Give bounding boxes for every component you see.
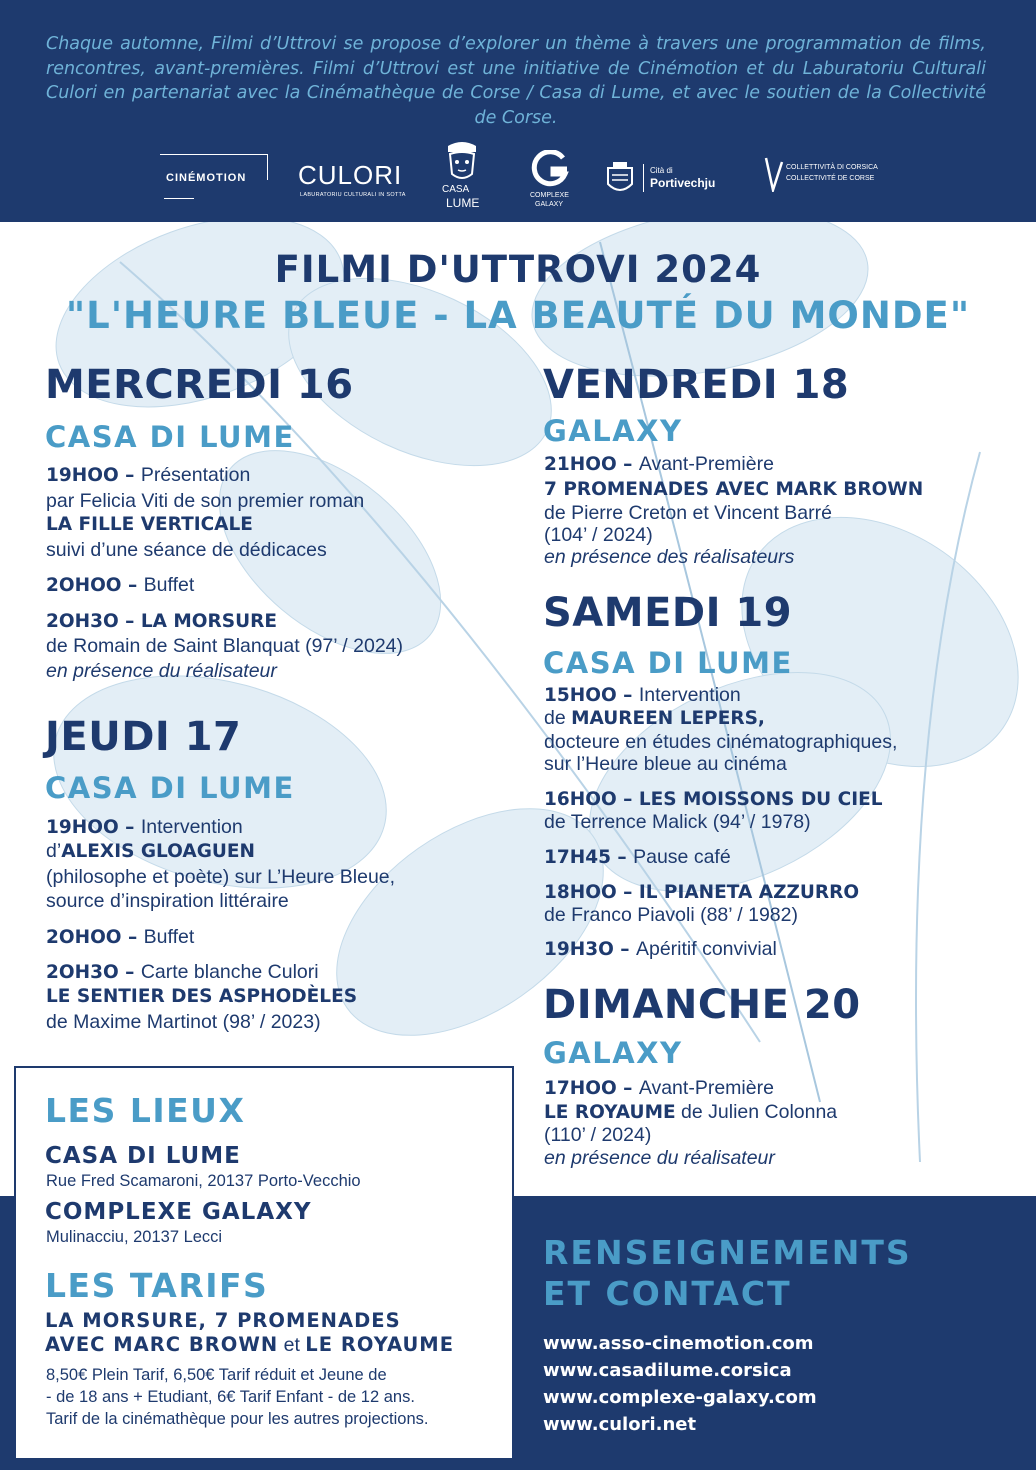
corsica-v-icon xyxy=(764,156,784,192)
day-heading-dimanche: DIMANCHE 20 xyxy=(543,982,861,1028)
event-line: 2OHOO – Buffet xyxy=(46,926,195,948)
website-link[interactable]: www.casadilume.corsica xyxy=(543,1360,792,1381)
price-line: - de 18 ans + Etudiant, 6€ Tarif Enfant - de 12 ans. xyxy=(46,1388,415,1406)
website-link[interactable]: www.culori.net xyxy=(543,1414,697,1435)
venue-jeudi: CASA DI LUME xyxy=(45,771,295,805)
contact-heading: ET CONTACT xyxy=(543,1274,792,1313)
venue-samedi: CASA DI LUME xyxy=(543,646,793,680)
portivechju-crest-icon xyxy=(605,162,635,198)
event-line: suivi d’une séance de dédicaces xyxy=(46,539,327,561)
event-line: 18HOO – IL PIANETA AZZURRO xyxy=(544,882,860,903)
venue-address: Mulinacciu, 20137 Lecci xyxy=(46,1228,223,1246)
film-title: LA FILLE VERTICALE xyxy=(46,514,253,535)
event-line: de Maxime Martinot (98’ / 2023) xyxy=(46,1011,321,1033)
festival-title: FILMI D'UTTROVI 2024 xyxy=(274,248,762,291)
event-line: de Pierre Creton et Vincent Barré xyxy=(544,502,832,524)
day-heading-samedi: SAMEDI 19 xyxy=(543,590,793,636)
film-title: 7 PROMENADES AVEC MARK BROWN xyxy=(544,479,924,500)
price-line: 8,50€ Plein Tarif, 6,50€ Tarif réduit et Jeune de xyxy=(46,1366,387,1384)
prices-heading: LES TARIFS xyxy=(45,1266,269,1305)
venue-address: Rue Fred Scamaroni, 20137 Porto-Vecchio xyxy=(46,1172,361,1190)
event-line: 2OH3O – LA MORSURE xyxy=(46,611,277,632)
event-line: 19HOO – Intervention xyxy=(46,816,243,838)
venue-dimanche: GALAXY xyxy=(543,1036,683,1070)
event-line: de Franco Piavoli (88’ / 1982) xyxy=(544,904,798,926)
partner-logos xyxy=(150,140,880,215)
event-line: 21HOO – Avant-Première xyxy=(544,453,774,475)
prices-films: AVEC MARC BROWN et LE ROYAUME xyxy=(45,1333,455,1356)
website-link[interactable]: www.complexe-galaxy.com xyxy=(543,1387,817,1408)
event-line: 19HOO – Présentation xyxy=(46,464,251,486)
venue-name: CASA DI LUME xyxy=(45,1143,241,1169)
event-line: 17HOO – Avant-Première xyxy=(544,1077,774,1099)
event-line: source d’inspiration littéraire xyxy=(46,890,289,912)
portivechju-logo: Cità di Portivechju xyxy=(605,162,745,202)
event-line: (110’ / 2024) xyxy=(544,1124,652,1146)
website-link[interactable]: www.asso-cinemotion.com xyxy=(543,1333,814,1354)
casa-di-lume-logo: CASA LUME xyxy=(440,140,484,212)
event-line: de MAUREEN LEPERS, xyxy=(544,707,765,729)
event-line: 17H45 – Pause café xyxy=(544,846,731,868)
casa-face-icon xyxy=(440,140,484,184)
event-line: (104’ / 2024) xyxy=(544,524,653,546)
event-line: en présence du réalisateur xyxy=(544,1147,775,1169)
galaxy-g-icon xyxy=(531,150,571,190)
event-line: de Romain de Saint Blanquat (97’ / 2024) xyxy=(46,635,404,657)
price-line: Tarif de la cinémathèque pour les autres projections. xyxy=(46,1410,429,1428)
venue-mercredi: CASA DI LUME xyxy=(45,420,295,454)
venue-name: COMPLEXE GALAXY xyxy=(45,1199,312,1225)
festival-theme: "L'HEURE BLEUE - LA BEAUTÉ DU MONDE" xyxy=(65,294,971,337)
day-heading-jeudi: JEUDI 17 xyxy=(45,714,242,760)
cinemotion-logo: CINÉMOTION xyxy=(160,158,270,198)
day-heading-mercredi: MERCREDI 16 xyxy=(45,362,354,408)
venues-heading: LES LIEUX xyxy=(45,1091,246,1130)
day-heading-vendredi: VENDREDI 18 xyxy=(543,362,850,408)
event-line: d’ALEXIS GLOAGUEN xyxy=(46,840,256,862)
event-line: en présence du réalisateur xyxy=(46,660,277,682)
event-line: 16HOO – LES MOISSONS DU CIEL xyxy=(544,789,883,810)
event-line: de Terrence Malick (94’ / 1978) xyxy=(544,811,811,833)
event-line: 19H3O – Apéritif convivial xyxy=(544,938,777,960)
venue-vendredi: GALAXY xyxy=(543,414,683,448)
event-line: LE ROYAUME de Julien Colonna xyxy=(544,1101,838,1123)
event-line: 2OHOO – Buffet xyxy=(46,574,195,596)
event-line: 15HOO – Intervention xyxy=(544,684,741,706)
contact-heading: RENSEIGNEMENTS xyxy=(543,1233,912,1272)
event-line: (philosophe et poète) sur L’Heure Bleue, xyxy=(46,866,396,888)
galaxy-logo: COMPLEXE GALAXY xyxy=(526,150,576,212)
intro-text: Chaque automne, Filmi d’Uttrovi se propose d’explorer un thème à travers une programmation de films, rencontres, avant-premières. Filmi d’Uttrovi est une initiative de Cinémotion et du Laburatoriu Culturali Culori en partenariat avec la Cinémathèque de Corse / Casa di Lume, et avec le soutien de la Collectivité de Corse. xyxy=(46,34,986,128)
prices-films: LA MORSURE, 7 PROMENADES xyxy=(45,1309,401,1332)
event-line: en présence des réalisateurs xyxy=(544,546,795,568)
event-line: 2OH3O – Carte blanche Culori xyxy=(46,961,319,983)
culori-logo: CULORI LABURATORIU CULTURALI IN SOTTA xyxy=(298,160,406,198)
collectivite-logo: COLLETTIVITÀ DI CORSICA COLLECTIVITÉ DE CORSE xyxy=(764,156,894,196)
event-line: par Felicia Viti de son premier roman xyxy=(46,490,365,512)
film-title: LE SENTIER DES ASPHODÈLES xyxy=(46,986,358,1007)
event-line: docteure en études cinématographiques, xyxy=(544,731,898,753)
event-line: sur l’Heure bleue au cinéma xyxy=(544,753,787,775)
